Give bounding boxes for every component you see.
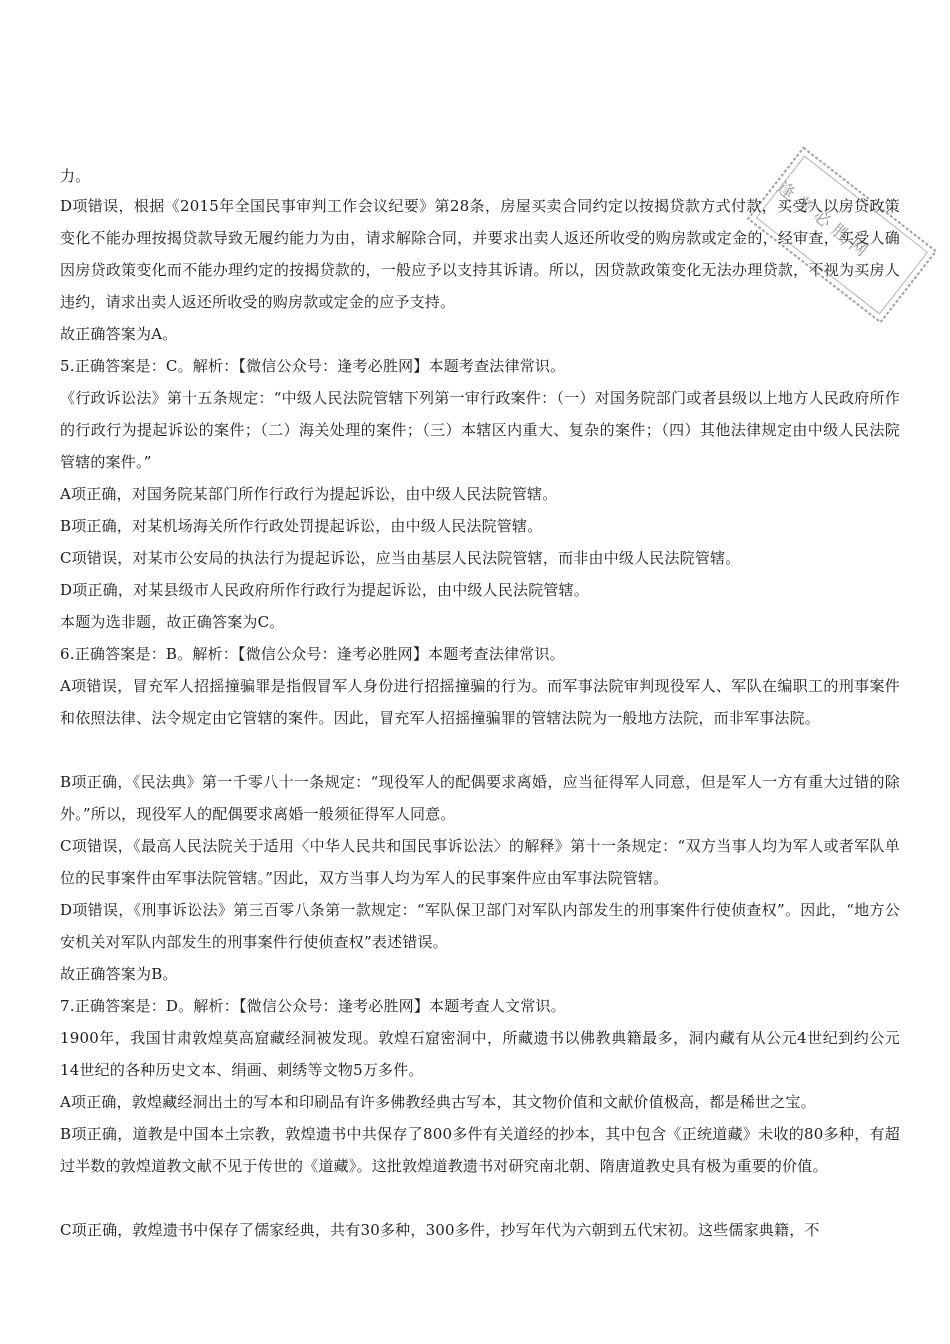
paragraph-continuation: 力。	[60, 167, 91, 185]
paragraph-q5-answer: 本题为选非题，故正确答案为C。	[60, 613, 285, 631]
paragraph-q5-option-b: B项正确，对某机场海关所作行政处罚提起诉讼，由中级人民法院管辖。	[60, 517, 543, 535]
paragraph-q6-option-c: C项错误，《最高人民法院关于适用〈中华人民共和国民事诉讼法〉的解释》第十一条规定：“双方当事人均为军人或者军队单位的民事案件由军事法院管辖。”因此，双方当事人均为军人的民事案件应由军事法院管辖。	[60, 837, 900, 887]
paragraph-q5-header: 5.正确答案是：C。解析：【微信公众号：逢考必胜网】本题考查法律常识。	[60, 357, 566, 375]
paragraph-q5-option-d: D项正确，对某县级市人民政府所作行政行为提起诉讼，由中级人民法院管辖。	[60, 581, 590, 599]
paragraph-q6-answer: 故正确答案为B。	[60, 965, 178, 983]
paragraph-q6-header: 6.正确答案是：B。解析：【微信公众号：逢考必胜网】本题考查法律常识。	[60, 645, 565, 663]
paragraph-q7-option-b: B项正确，道教是中国本土宗教，敦煌遗书中共保存了800多件有关道经的抄本，其中包含《正统道藏》未收的80多种，有超过半数的敦煌道教文献不见于传世的《道藏》。这批敦煌道教遗书对研究南北朝、隋唐道教史具有极为重要的价值。	[60, 1125, 900, 1175]
paragraph-q4-option-d: D项错误，根据《2015年全国民事审判工作会议纪要》第28条，房屋买卖合同约定以按揭贷款方式付款，买受人以房贷政策变化不能办理按揭贷款导致无履约能力为由，请求解除合同，并要求出卖人返还所收受的购房款或定金的，经审查，买受人确因房贷政策变化而不能办理约定的按揭贷款的，一般应予以支持其诉请。所以，因贷款政策变化无法办理贷款，不视为买房人违约，请求出卖人返还所收受的购房款或定金的应予支持。	[60, 197, 900, 311]
paragraph-q7-option-c: C项正确，敦煌遗书中保存了儒家经典，共有30多种，300多件，抄写年代为六朝到五代宋初。这些儒家典籍，不	[60, 1221, 820, 1239]
paragraph-q6-option-b: B项正确，《民法典》第一千零八十一条规定：“现役军人的配偶要求离婚，应当征得军人同意，但是军人一方有重大过错的除外。”所以，现役军人的配偶要求离婚一般须征得军人同意。	[60, 773, 900, 823]
paragraph-q5-option-c: C项错误，对某市公安局的执法行为提起诉讼，应当由基层人民法院管辖，而非由中级人民法院管辖。	[60, 549, 741, 567]
paragraph-q7-option-a: A项正确，敦煌藏经洞出土的写本和印刷品有许多佛教经典古写本，其文物价值和文献价值极高，都是稀世之宝。	[60, 1093, 816, 1111]
paragraph-q7-intro: 1900年，我国甘肃敦煌莫高窟藏经洞被发现。敦煌石窟密洞中，所藏遗书以佛教典籍最多，洞内藏有从公元4世纪到约公元14世纪的各种历史文本、绢画、刺绣等文物5万多件。	[60, 1029, 900, 1079]
paragraph-q6-option-d: D项错误，《刑事诉讼法》第三百零八条第一款规定：“军队保卫部门对军队内部发生的刑事案件行使侦查权”。因此，“地方公安机关对军队内部发生的刑事案件行使侦查权”表述错误。	[60, 901, 900, 951]
paragraph-q7-header: 7.正确答案是：D。解析：【微信公众号：逢考必胜网】本题考查人文常识。	[60, 997, 566, 1015]
paragraph-q6-option-a: A项错误，冒充军人招摇撞骗罪是指假冒军人身份进行招摇撞骗的行为。而军事法院审判现役军人、军队在编职工的刑事案件和依照法律、法令规定由它管辖的案件。因此，冒充军人招摇撞骗罪的管辖法院为一般地方法院，而非军事法院。	[60, 677, 900, 727]
paragraph-q5-law: 《行政诉讼法》第十五条规定：“中级人民法院管辖下列第一审行政案件：（一）对国务院部门或者县级以上地方人民政府所作的行政行为提起诉讼的案件；（二）海关处理的案件；（三）本辖区内重大、复杂的案件；（四）其他法律规定由中级人民法院管辖的案件。”	[60, 389, 900, 471]
paragraph-q5-option-a: A项正确，对国务院某部门所作行政行为提起诉讼，由中级人民法院管辖。	[60, 485, 558, 503]
paragraph-q4-answer: 故正确答案为A。	[60, 325, 178, 343]
stamp-text: 逢考必胜网	[772, 177, 876, 265]
